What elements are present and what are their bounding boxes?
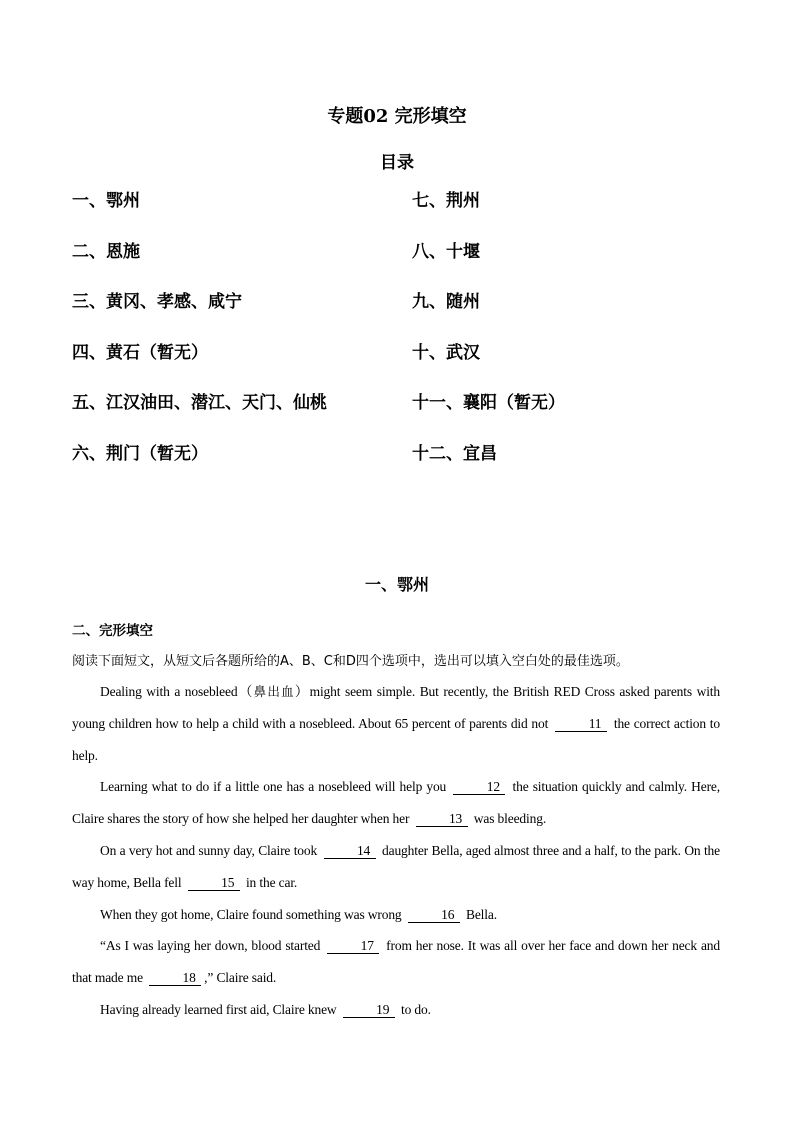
- passage-text: was bleeding.: [473, 811, 547, 827]
- passage-text: Having already learned first aid, Claire knew: [100, 1001, 337, 1017]
- toc-entry: 十一、襄阳（暂无）: [412, 393, 565, 413]
- instruction-text: 阅读下面短文，从短文后各题所给的A、B、C和D四个选项中，选出可以填入空白处的最佳选项。: [72, 654, 629, 669]
- blank-number: 15: [188, 876, 240, 891]
- blank-number: 14: [324, 844, 376, 859]
- passage-paragraph: [72, 930, 720, 994]
- toc-entry: 三、黄冈、孝感、咸宁: [72, 292, 242, 312]
- toc-entry: 九、随州: [412, 292, 480, 312]
- blank-number: 11: [555, 717, 607, 732]
- toc-entry: 十、武汉: [412, 342, 480, 363]
- passage-paragraph: [72, 899, 720, 931]
- passage-text: in the car.: [245, 874, 298, 890]
- toc-entry: 十二、宜昌: [412, 443, 497, 464]
- toc-entry: 五、江汉油田、潜江、天门、仙桃: [72, 393, 327, 413]
- document-title: 专题02 完形填空: [327, 106, 467, 127]
- passage-text: daughter Bella, aged almost three and a half, to the park. On the way home, Bella fell: [72, 842, 720, 890]
- toc-row: [72, 186, 732, 237]
- blank-number: 13: [416, 812, 468, 827]
- passage-text: “As I was laying her down, blood started: [100, 938, 321, 954]
- passage-text: On a very hot and sunny day, Claire took: [100, 842, 318, 858]
- table-of-contents: [72, 186, 732, 489]
- toc-title: 目录: [380, 153, 414, 173]
- blank-number: 19: [343, 1003, 395, 1018]
- passage-text: 鼻出血: [253, 684, 295, 699]
- passage-paragraph: [72, 835, 720, 899]
- blank-number: 12: [453, 780, 505, 795]
- toc-entry: 八、十堰: [412, 241, 480, 262]
- cloze-passage: [72, 676, 720, 1026]
- toc-entry: 六、荆门（暂无）: [72, 443, 208, 464]
- passage-text: Dealing with a nosebleed（: [100, 684, 254, 699]
- toc-entry: 一、鄂州: [72, 191, 140, 211]
- passage-text: When they got home, Claire found something was wrong: [100, 906, 402, 922]
- section-heading: 一、鄂州: [364, 575, 429, 594]
- toc-entry: 四、黄石（暂无）: [72, 342, 208, 363]
- toc-entry: 二、恩施: [72, 241, 140, 262]
- passage-text: Learning what to do if a little one has a nosebleed will help you: [100, 779, 447, 795]
- toc-row: [72, 338, 732, 389]
- toc-row: [72, 388, 732, 439]
- toc-row: [72, 439, 732, 490]
- toc-row: [72, 237, 732, 288]
- subsection-heading: 二、完形填空: [72, 623, 153, 639]
- passage-paragraph: [72, 771, 720, 835]
- toc-entry: 七、荆州: [412, 191, 480, 211]
- passage-text: the situation quickly and calmly. Here, Claire shares the story of how she helped her daughter when her: [72, 779, 721, 827]
- passage-text: to do.: [401, 1001, 431, 1017]
- passage-paragraph: [72, 994, 720, 1026]
- passage-text: ,” Claire said.: [204, 970, 277, 986]
- passage-text: Bella.: [465, 906, 497, 922]
- passage-text: the correct action to help.: [72, 715, 720, 763]
- passage-paragraph: [72, 676, 720, 771]
- blank-number: 17: [327, 939, 379, 954]
- passage-text: ）might seem simple. But recently, the British RED Cross asked parents with young children how to help a child with a nosebleed. About 65 percent of parents did not: [72, 684, 721, 731]
- passage-text: from her nose. It was all over her face and down her neck and that made me: [72, 938, 720, 986]
- blank-number: 18: [149, 971, 201, 986]
- toc-row: [72, 287, 732, 338]
- blank-number: 16: [408, 908, 460, 923]
